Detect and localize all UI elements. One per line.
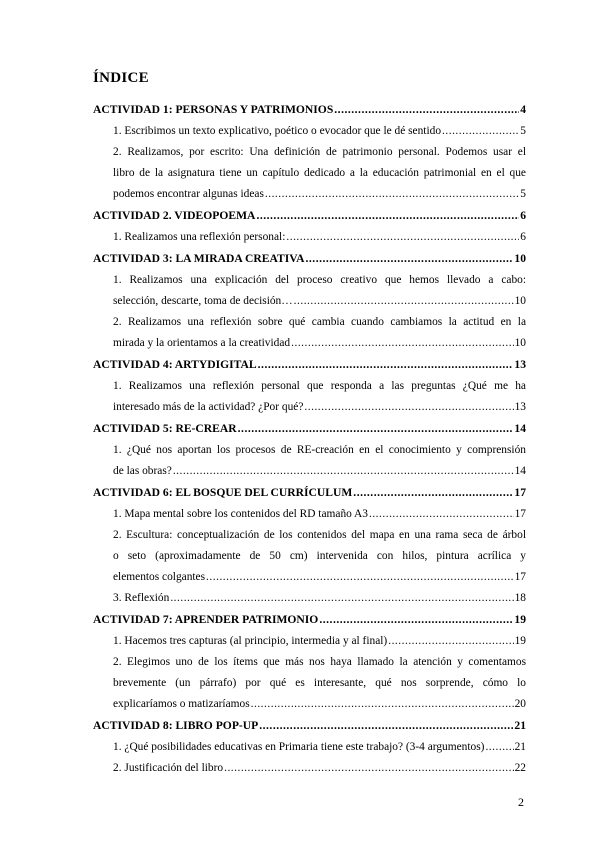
toc-activity-6[interactable] (93, 482, 526, 504)
toc-entry-line: selección, descarte, toma de decisión… (113, 295, 293, 307)
dot-leader (265, 184, 519, 205)
toc-page-number: 5 (520, 188, 526, 200)
toc-entry-label: ACTIVIDAD 5: RE-CREAR (93, 422, 237, 435)
toc-activity-6-item-1[interactable] (93, 504, 526, 525)
toc-page-number: 21 (514, 741, 526, 753)
toc-entry-line: 2. Realizamos, por escrito: Una definición de patrimonio personal. Podemos usar el (113, 146, 526, 158)
toc-page-number: 17 (514, 571, 526, 583)
toc-activity-8[interactable] (93, 715, 526, 737)
toc-activity-1-item-2[interactable] (93, 142, 526, 205)
toc-entry-line: interesado más de la actividad? ¿Por qué? (113, 401, 304, 413)
toc-activity-3-item-1[interactable] (93, 270, 526, 312)
toc-activity-8-item-2[interactable] (93, 758, 526, 779)
table-of-contents (93, 99, 526, 779)
toc-entry-line: 2. Realizamos una reflexión sobre qué cambia cuando cambiamos la actitud en la (113, 316, 526, 328)
toc-activity-6-item-2[interactable] (93, 525, 526, 588)
toc-entry-line: libro de la asignatura tiene un capítulo dedicado a la educación patrimonial en el que (113, 167, 526, 179)
toc-page-number: 21 (514, 719, 526, 732)
toc-page-number: 18 (514, 592, 526, 604)
dot-leader (442, 121, 519, 142)
toc-activity-3[interactable] (93, 248, 526, 270)
page-title: ÍNDICE (93, 70, 149, 86)
toc-page-number: 22 (514, 762, 526, 774)
toc-page-number: 4 (520, 103, 526, 116)
toc-entry-label: ACTIVIDAD 6: EL BOSQUE DEL CURRÍCULUM (93, 486, 353, 499)
dot-leader (258, 354, 514, 376)
toc-page-number: 10 (514, 295, 526, 307)
toc-entry-label: ACTIVIDAD 4: ARTYDIGITAL (93, 358, 257, 371)
dot-leader (294, 291, 514, 312)
toc-entry-line: mirada y la orientamos a la creatividad (113, 337, 291, 349)
toc-activity-7[interactable] (93, 609, 526, 631)
toc-activity-1-item-1[interactable] (93, 121, 526, 142)
toc-activity-6-item-3[interactable] (93, 588, 526, 609)
dot-leader (304, 397, 513, 418)
toc-activity-5[interactable] (93, 418, 526, 440)
dot-leader (306, 248, 514, 270)
dot-leader (170, 588, 513, 609)
toc-entry-label: 1. Escribimos un texto explicativo, poético o evocador que le dé sentido (113, 125, 442, 137)
toc-page-number: 10 (514, 337, 526, 349)
toc-activity-5-item-1[interactable] (93, 440, 526, 482)
toc-entry-line: de las obras? (113, 465, 172, 477)
toc-entry-line: podemos encontrar algunas ideas (113, 188, 264, 200)
toc-page-number: 6 (520, 231, 526, 243)
toc-entry-line: 2. Elegimos uno de los ítems que más nos haya llamado la atención y comentamos (113, 656, 526, 668)
dot-leader (238, 418, 514, 440)
toc-entry-label: 1. Realizamos una reflexión personal: (113, 231, 286, 243)
dot-leader (319, 609, 513, 631)
toc-entry-label: ACTIVIDAD 7: APRENDER PATRIMONIO (93, 613, 319, 626)
dot-leader (485, 737, 513, 758)
toc-entry-line: 1. Realizamos una explicación del proceso creativo que hemos llevado a cabo: (113, 274, 526, 286)
toc-page-number: 19 (514, 635, 526, 647)
toc-activity-7-item-1[interactable] (93, 631, 526, 652)
toc-entry-line: brevemente (un párrafo) por qué es interesante, qué nos sorprende, cómo lo (113, 677, 526, 689)
dot-leader (173, 461, 514, 482)
dot-leader (224, 758, 514, 779)
toc-page-number: 13 (514, 358, 526, 371)
toc-page-number: 14 (514, 422, 526, 435)
dot-leader (369, 504, 514, 525)
toc-page-number: 6 (520, 209, 526, 222)
toc-page-number: 17 (514, 486, 526, 499)
toc-entry-label: 3. Reflexión (113, 592, 170, 604)
toc-page-number: 17 (514, 508, 526, 520)
toc-entry-line: 2. Escultura: conceptualización de los contenidos del mapa en una rama seca de árbol (113, 529, 526, 541)
toc-entry-label: 1. ¿Qué posibilidades educativas en Primaria tiene este trabajo? (3-4 argumentos) (113, 741, 485, 753)
dot-leader (353, 482, 513, 504)
toc-page-number: 10 (514, 252, 526, 265)
toc-entry-label: 1. Hacemos tres capturas (al principio, intermedia y al final) (113, 635, 388, 647)
toc-page-number: 5 (520, 125, 526, 137)
dot-leader (256, 205, 519, 227)
toc-entry-label: 2. Justificación del libro (113, 762, 224, 774)
dot-leader (259, 715, 513, 737)
toc-entry-line: o seto (aproximadamente de 50 cm) intervenida con hilos, pintura acrílica y (113, 550, 526, 562)
toc-entry-label: 1. Mapa mental sobre los contenidos del RD tamaño A3 (113, 508, 368, 520)
toc-entry-line: elementos colgantes (113, 571, 206, 583)
dot-leader (251, 694, 514, 715)
toc-page-number: 20 (514, 698, 526, 710)
toc-activity-2-item-1[interactable] (93, 227, 526, 248)
toc-entry-label: ACTIVIDAD 2. VIDEOPOEMA (93, 209, 256, 222)
toc-activity-4-item-1[interactable] (93, 376, 526, 418)
toc-activity-7-item-2[interactable] (93, 652, 526, 715)
toc-entry-label: ACTIVIDAD 3: LA MIRADA CREATIVA (93, 252, 305, 265)
toc-activity-1[interactable] (93, 99, 526, 121)
toc-entry-line: 1. Realizamos una reflexión personal que responda a las preguntas ¿Qué me ha (113, 380, 526, 392)
toc-activity-3-item-2[interactable] (93, 312, 526, 354)
toc-activity-2[interactable] (93, 205, 526, 227)
toc-activity-4[interactable] (93, 354, 526, 376)
dot-leader (334, 99, 519, 121)
toc-page-number: 19 (514, 613, 526, 626)
toc-entry-line: 1. ¿Qué nos aportan los procesos de RE-creación en el conocimiento y comprensión (113, 444, 526, 456)
toc-entry-line: explicaríamos o matizaríamos (113, 698, 250, 710)
dot-leader (291, 333, 513, 354)
toc-entry-label: ACTIVIDAD 8: LIBRO POP-UP (93, 719, 259, 732)
toc-activity-8-item-1[interactable] (93, 737, 526, 758)
page-number: 2 (518, 795, 524, 809)
dot-leader (388, 631, 513, 652)
toc-entry-label: ACTIVIDAD 1: PERSONAS Y PATRIMONIOS (93, 103, 334, 116)
dot-leader (286, 227, 519, 248)
dot-leader (206, 567, 514, 588)
toc-page-number: 14 (514, 465, 526, 477)
toc-page-number: 13 (514, 401, 526, 413)
